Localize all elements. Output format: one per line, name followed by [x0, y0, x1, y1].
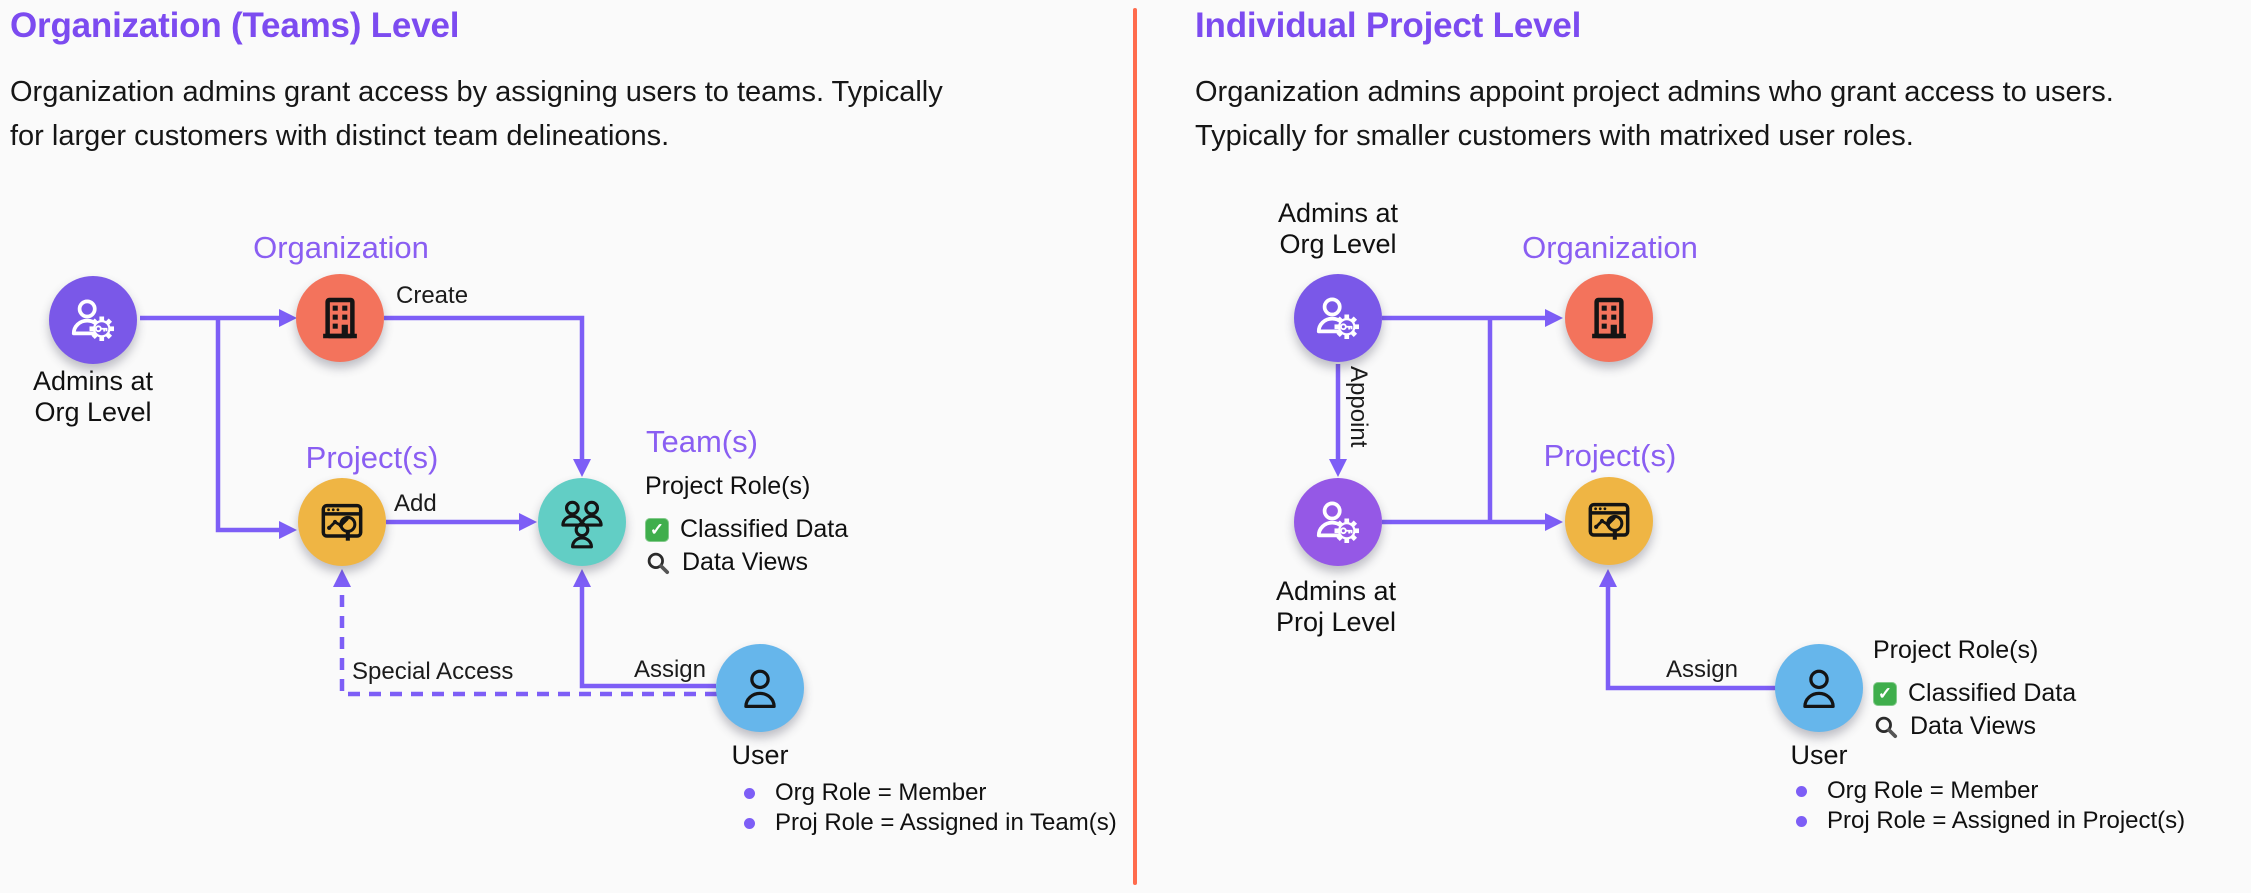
- node-user-right: [1775, 644, 1863, 732]
- project-dashboard-icon: [314, 494, 370, 550]
- user-bullets-left: [744, 778, 1117, 838]
- org-node-label: Organization: [253, 230, 429, 265]
- right-section-title: Individual Project Level: [1195, 6, 1582, 45]
- role-row-data-views: Data Views: [1873, 710, 2076, 743]
- bullet-proj-role: Proj Role = Assigned in Project(s): [1796, 806, 2185, 836]
- admin-user-gear-key-icon: [65, 292, 121, 348]
- roles-heading: Project Role(s): [1873, 636, 2039, 664]
- bullet-org-role: Org Role = Member: [1796, 776, 2185, 806]
- team-people-icon: [553, 493, 611, 551]
- projects-node-label: Project(s): [305, 440, 439, 475]
- edge-label-appoint: Appoint: [1345, 366, 1372, 448]
- check-icon: [1873, 682, 1897, 706]
- admins-org-caption-right: Admins at Org Level: [1277, 198, 1399, 259]
- bullet-proj-role: Proj Role = Assigned in Team(s): [744, 808, 1117, 838]
- role-row-data-views: Data Views: [645, 546, 848, 579]
- edge-label-add: Add: [394, 490, 437, 517]
- node-organization: [296, 274, 384, 362]
- building-icon: [1582, 291, 1636, 345]
- right-description-line1: Organization admins appoint project admins who grant access to users.: [1195, 76, 2114, 108]
- magnifier-icon: [645, 550, 671, 576]
- edge-label-assign-right: Assign: [1665, 656, 1738, 683]
- projects-node-label-right: Project(s): [1543, 438, 1677, 473]
- bullet-dot: [744, 788, 755, 799]
- left-section-title: Organization (Teams) Level: [10, 6, 460, 45]
- right-description-line2: Typically for smaller customers with matrixed user roles.: [1195, 120, 1914, 152]
- role-row-classified-data: ✓ Classified Data: [1873, 677, 2076, 710]
- node-teams: [538, 478, 626, 566]
- admin-user-gear-key-icon: [1310, 290, 1366, 346]
- bullet-org-role: Org Role = Member: [744, 778, 1117, 808]
- bullet-dot: [1796, 816, 1807, 827]
- node-user-left: [716, 644, 804, 732]
- project-dashboard-icon: [1581, 493, 1637, 549]
- node-projects: [298, 478, 386, 566]
- roles-heading: Project Role(s): [645, 472, 811, 500]
- teams-node-label: Team(s): [646, 424, 758, 459]
- node-organization-right: [1565, 274, 1653, 362]
- user-person-icon: [1793, 662, 1845, 714]
- edge-label-create: Create: [396, 282, 469, 309]
- node-admins-proj-level: [1294, 478, 1382, 566]
- magnifier-icon: [1873, 714, 1899, 740]
- user-caption-right: User: [1790, 740, 1848, 770]
- edge-label-assign-left: Assign: [633, 656, 706, 683]
- check-icon: [645, 518, 669, 542]
- user-bullets-right: [1796, 776, 2185, 836]
- teams-roles-panel: [645, 472, 848, 579]
- user-person-icon: [734, 662, 786, 714]
- left-section-description: [10, 70, 1090, 158]
- right-section-description: [1195, 70, 2251, 158]
- node-projects-right: [1565, 477, 1653, 565]
- node-admins-org-level: [49, 276, 137, 364]
- role-row-classified-data: ✓ Classified Data: [645, 513, 848, 546]
- building-icon: [313, 291, 367, 345]
- node-admins-org-level-right: [1294, 274, 1382, 362]
- edge-admins-branch-to-projects: [218, 318, 282, 530]
- user-roles-panel-right: [1873, 636, 2076, 743]
- bullet-dot: [1796, 786, 1807, 797]
- admins-org-caption: Admins at Org Level: [32, 366, 154, 427]
- user-caption-left: User: [731, 740, 789, 770]
- bullet-dot: [744, 818, 755, 829]
- admin-user-gear-key-icon: [1310, 494, 1366, 550]
- org-node-label-right: Organization: [1522, 230, 1698, 265]
- edge-label-special-access: Special Access: [352, 658, 514, 685]
- left-description-line1: Organization admins grant access by assigning users to teams. Typically: [10, 76, 943, 108]
- section-divider: [1133, 8, 1137, 885]
- admins-proj-caption: Admins at Proj Level: [1275, 576, 1397, 637]
- left-description-line2: for larger customers with distinct team delineations.: [10, 120, 670, 152]
